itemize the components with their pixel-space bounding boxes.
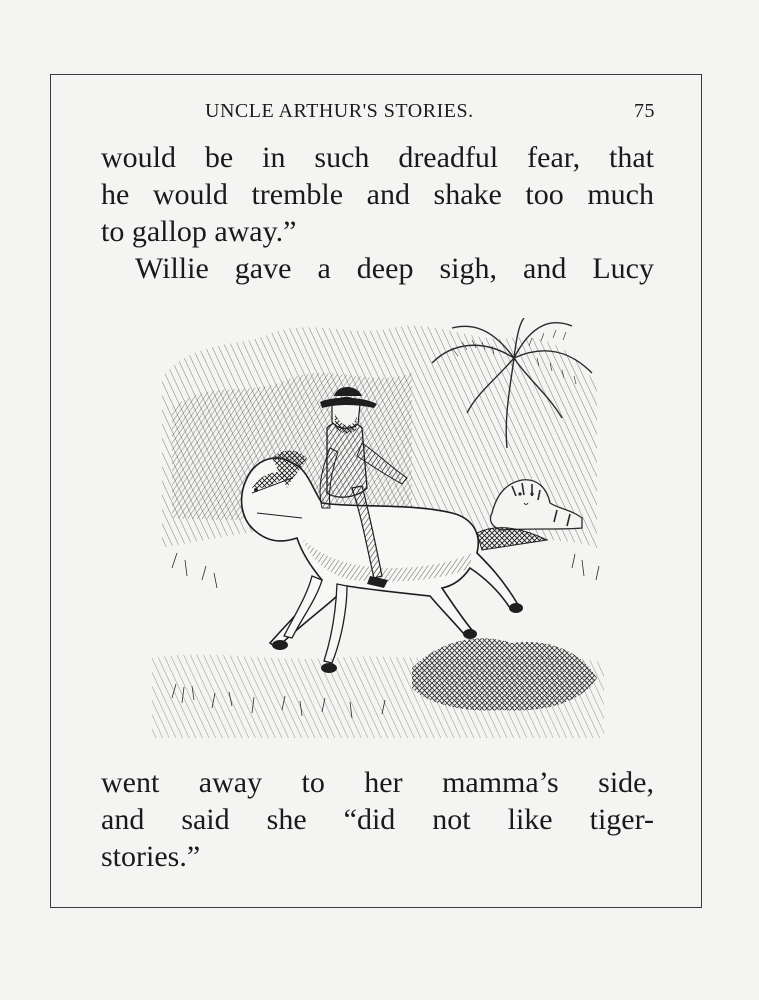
text-line: would be in such dreadful fear, that bbox=[101, 141, 654, 174]
page-number: 75 bbox=[634, 100, 655, 122]
engraving-horseman-tiger-icon bbox=[152, 318, 604, 738]
text-line: stories.” bbox=[101, 840, 201, 873]
text-block-bottom bbox=[101, 764, 654, 875]
text-line: went away to her mamma’s side, bbox=[101, 766, 654, 799]
text-block-top bbox=[101, 139, 654, 287]
paragraph-start-line: Willie gave a deep sigh, and Lucy bbox=[135, 252, 654, 285]
text-line: to gallop away.” bbox=[101, 215, 297, 248]
running-head bbox=[205, 100, 655, 124]
text-line: he would tremble and shake too much bbox=[101, 178, 654, 211]
text-line: and said she “did not like tiger- bbox=[101, 803, 654, 836]
running-title: UNCLE ARTHUR'S STORIES. bbox=[205, 100, 474, 122]
